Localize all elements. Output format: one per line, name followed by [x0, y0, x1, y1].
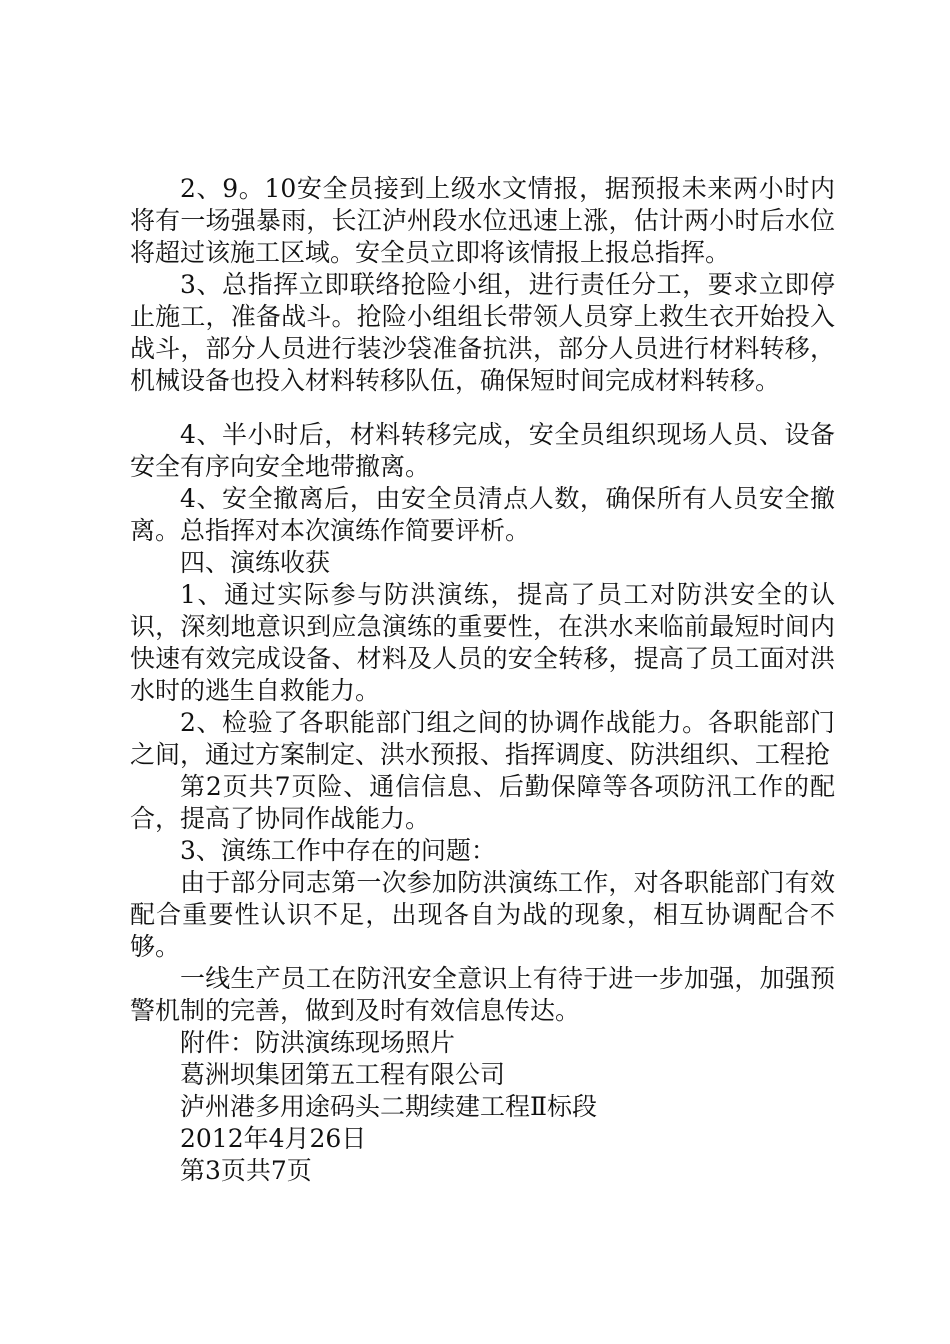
paragraph-gain-2-continued: 第2页共7页险、通信信息、后勤保障等各项防汛工作的配合，提高了协同作战能力。	[130, 772, 835, 833]
paragraph-step-4a: 4、半小时后，材料转移完成，安全员组织现场人员、设备安全有序向安全地带撤离。	[130, 420, 835, 481]
attachment-note: 附件：防洪演练现场照片	[180, 1028, 456, 1057]
paragraph-step-4b: 4、安全撤离后，由安全员清点人数，确保所有人员安全撤离。总指挥对本次演练作简要评析。	[130, 484, 835, 545]
paragraph-issues-heading: 3、演练工作中存在的问题：	[180, 836, 496, 865]
paragraph-step-3: 3、总指挥立即联络抢险小组，进行责任分工，要求立即停止施工，准备战斗。抢险小组组长带领人员穿上救生衣开始投入战斗，部分人员进行装沙袋准备抗洪，部分人员进行材料转移，机械设备也投入材料转移队伍，确保短时间完成材料转移。	[130, 270, 835, 395]
paragraph-issue-2: 一线生产员工在防汛安全意识上有待于进一步加强，加强预警机制的完善，做到及时有效信息传达。	[130, 964, 835, 1025]
project-name: 泸州港多用途码头二期续建工程Ⅱ标段	[180, 1092, 597, 1121]
company-name: 葛洲坝集团第五工程有限公司	[180, 1060, 506, 1089]
paragraph-issue-1: 由于部分同志第一次参加防洪演练工作，对各职能部门有效配合重要性认识不足，出现各自为战的现象，相互协调配合不够。	[130, 868, 835, 961]
paragraph-step-2: 2、9。10安全员接到上级水文情报，据预报未来两小时内将有一场强暴雨，长江泸州段水位迅速上涨，估计两小时后水位将超过该施工区域。安全员立即将该情报上报总指挥。	[130, 174, 835, 267]
document-body	[130, 173, 835, 1187]
page-number: 第3页共7页	[180, 1156, 312, 1185]
document-date: 2012年4月26日	[180, 1124, 367, 1153]
paragraph-gain-1: 1、通过实际参与防洪演练，提高了员工对防洪安全的认识，深刻地意识到应急演练的重要性，在洪水来临前最短时间内快速有效完成设备、材料及人员的安全转移，提高了员工面对洪水时的逃生自救能力。	[130, 580, 835, 705]
section-heading-gains: 四、演练收获	[180, 548, 331, 577]
paragraph-gain-2: 2、检验了各职能部门组之间的协调作战能力。各职能部门之间，通过方案制定、洪水预报、指挥调度、防洪组织、工程抢	[130, 708, 835, 769]
